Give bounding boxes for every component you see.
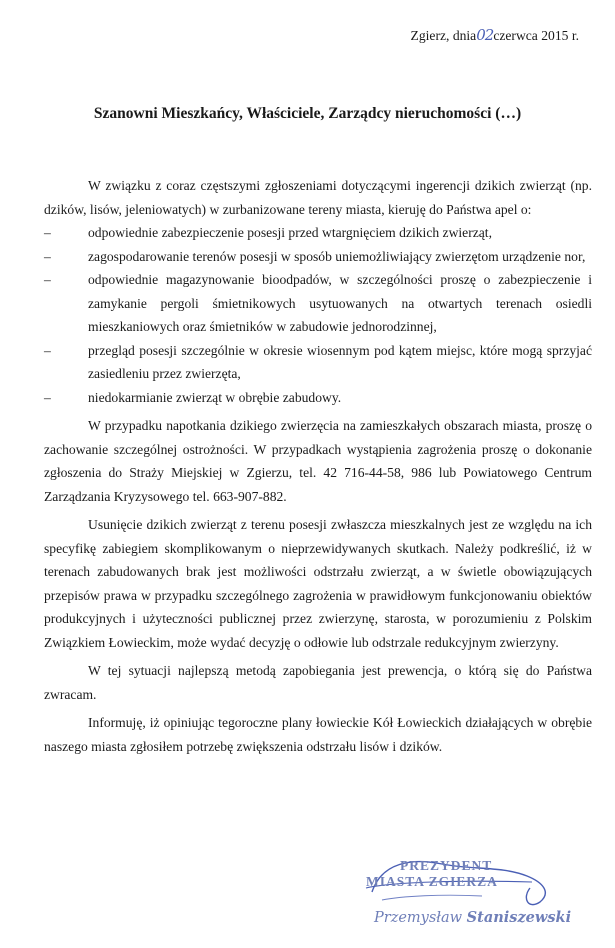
request-text: odpowiednie zabezpieczenie posesji przed wtargnięciem dzikich zwierząt, bbox=[88, 225, 492, 240]
list-dash: – bbox=[44, 248, 51, 264]
hunting-plan-paragraph: Informuję, iż opiniując tegoroczne plany łowieckie Kół Łowieckich działających w obrębie naszego miasta zgłosiłem potrzebę zwiększenia odstrzału lisów i dzików. bbox=[44, 715, 592, 754]
request-text: odpowiednie magazynowanie bioodpadów, w szczególności proszę o zabezpieczenie i zamykanie pergoli śmietnikowych usytuowanych na otwartych terenach osiedli mieszkaniowych oraz śmietników w zabudowie jednorodzinnej, bbox=[88, 272, 592, 334]
letter-body bbox=[44, 174, 592, 758]
request-item bbox=[44, 339, 592, 386]
list-dash: – bbox=[44, 389, 51, 405]
stamp-first-name: Przemysław bbox=[374, 910, 463, 926]
removal-paragraph: Usunięcie dzikich zwierząt z terenu posesji zwłaszcza mieszkalnych jest ze względu na ich specyfikę zabiegiem skomplikowanym o nieprzewidywanych skutkach. Należy podkreślić, iż w terenach zabudowanych brak jest możliwości odstrzału zwierząt, a w świetle obowiązujących przepisów prawa w przypadku szczególnego zagrożenia w prawidłowym funkcjonowaniu obiektów produkcyjnych i użyteczności publicznej przez zwierzynę, starosta, w porozumieniu z Polskim Związkiem Łowieckim, może wydać decyzję o odłowie lub odstrzale redukcyjnym zwierzyny. bbox=[44, 517, 592, 650]
list-dash: – bbox=[44, 342, 51, 358]
signature-block bbox=[352, 852, 572, 938]
date-day-handwritten: 02 bbox=[476, 26, 494, 44]
letter-date bbox=[411, 24, 579, 48]
request-text: przegląd posesji szczególnie w okresie wiosennym pod kątem miejsc, które mogą sprzyjać zasiedleniu przez zwierzęta, bbox=[88, 342, 592, 381]
list-dash: – bbox=[44, 272, 51, 287]
stamp-office: MIASTA ZGIERZA bbox=[366, 874, 498, 889]
request-item bbox=[44, 268, 592, 339]
emergency-paragraph: W przypadku napotkania dzikiego zwierzęcia na zamieszkałych obszarach miasta, proszę o zachowanie szczególnej ostrożności. W przypadkach wystąpienia zagrożenia proszę o dokonanie zgłoszenia do Straży Miejskiej w Zgierzu, tel. 42 716-44-58, 986 lub Powiatowego Centrum Zarządzania Kryzysowego tel. 663-907-882. bbox=[44, 418, 592, 504]
list-dash: – bbox=[44, 225, 51, 240]
stamp-last-name: Staniszewski bbox=[466, 909, 572, 926]
request-item bbox=[44, 221, 592, 245]
stamp-title: PREZYDENT bbox=[400, 858, 493, 873]
letter-salutation: Szanowni Mieszkańcy, Właściciele, Zarządcy nieruchomości (…) bbox=[93, 105, 522, 122]
request-list bbox=[44, 221, 592, 409]
date-suffix: czerwca 2015 r. bbox=[493, 28, 579, 43]
request-item bbox=[44, 386, 592, 410]
stamp-name bbox=[374, 906, 571, 931]
date-prefix: Zgierz, dnia bbox=[410, 28, 477, 43]
request-text: niedokarmianie zwierząt w obrębie zabudowy. bbox=[88, 389, 342, 405]
request-text: zagospodarowanie terenów posesji w sposób uniemożliwiający zwierzętom urządzenie nor, bbox=[88, 248, 586, 264]
prevention-paragraph: W tej sytuacji najlepszą metodą zapobiegania jest prewencja, o którą się do Państwa zwracam. bbox=[44, 663, 592, 702]
intro-paragraph: W związku z coraz częstszymi zgłoszeniami dotyczącymi ingerencji dzikich zwierząt (np. dzików, lisów, jeleniowatych) w zurbanizowane tereny miasta, kieruję do Państwa apel o: bbox=[44, 178, 592, 217]
request-item bbox=[44, 245, 592, 269]
